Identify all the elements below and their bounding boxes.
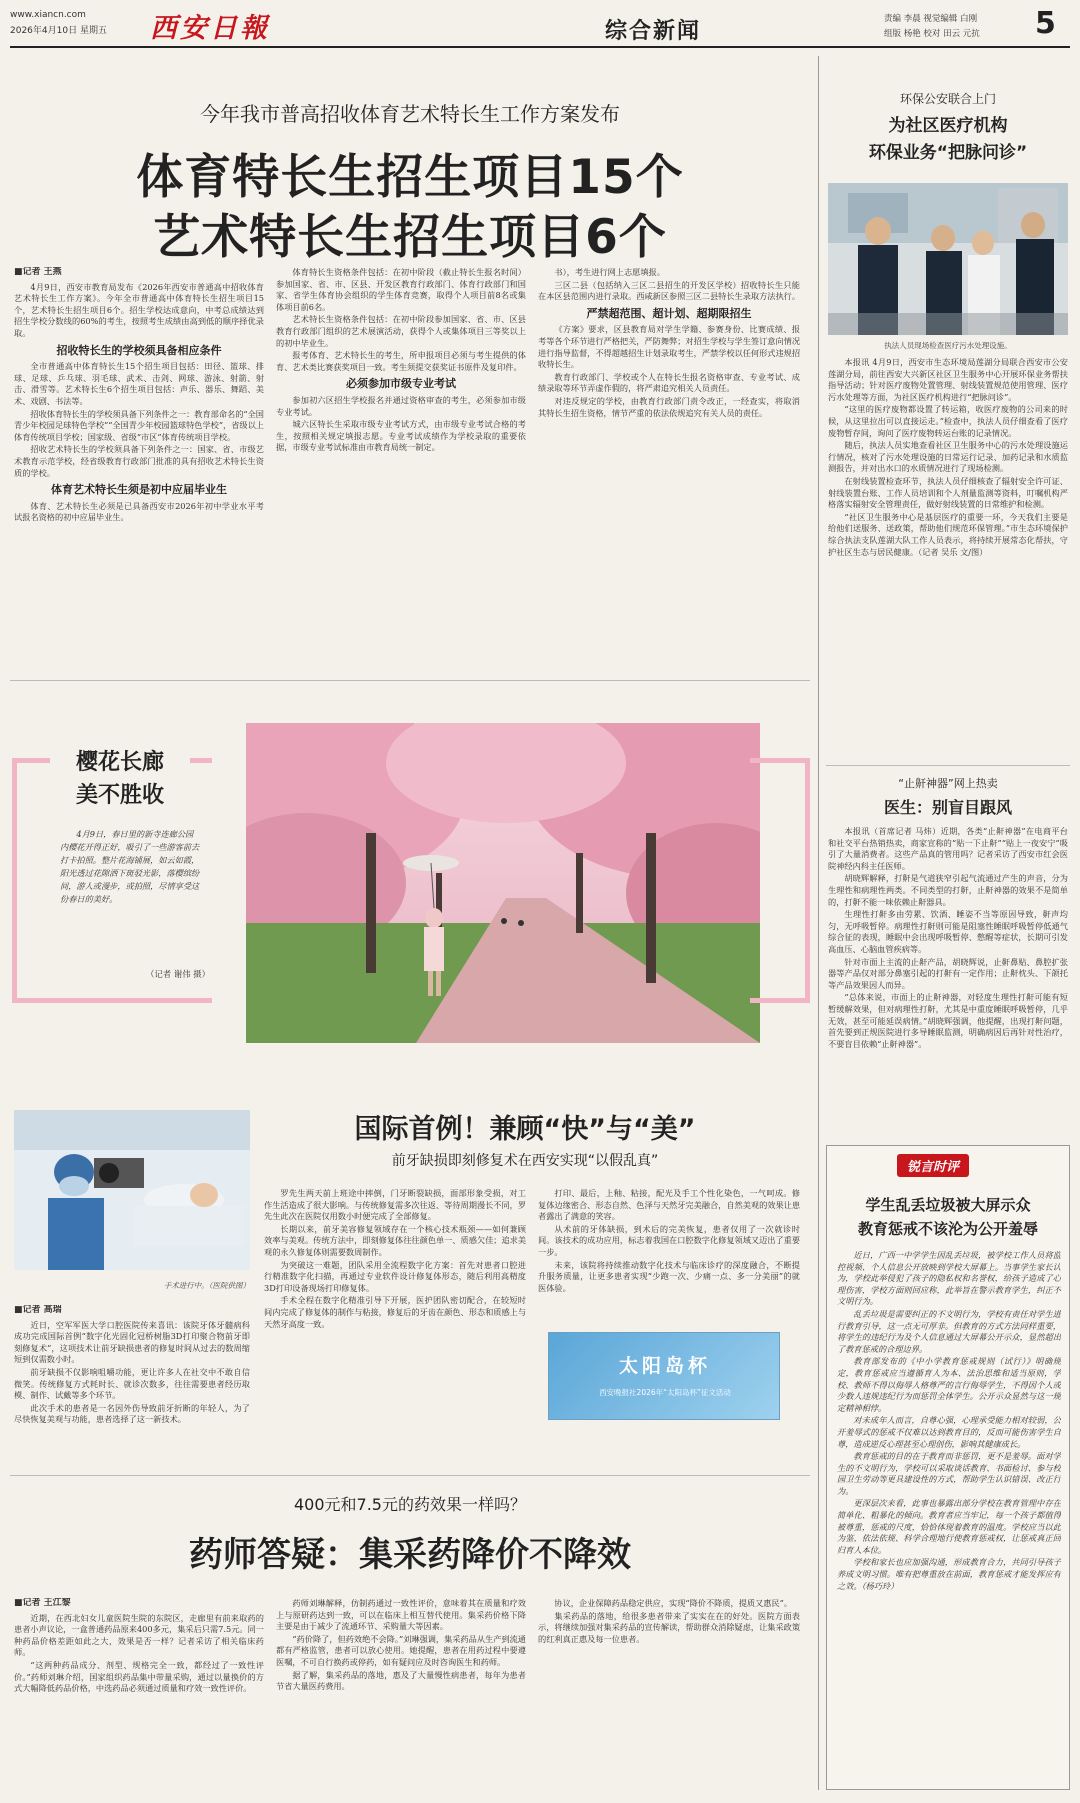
lead-subhead-2: 体育艺术特长生须是初中应届毕业生 [51, 483, 227, 497]
pharma-headline: 药师答疑：集采药降价不降效 [189, 1535, 631, 1575]
dental-paragraph: 罗先生两天前上班途中摔倒，门牙断裂缺损，面部形象受损，对工作生活造成了很大影响。与传统修复需多次往返、等待周期漫长不同，罗先生此次在医院仅用数小时便完成了全部修复。 [264, 1188, 526, 1222]
side-top-kicker: 环保公安联合上门 [899, 92, 996, 106]
side-mid-kicker: “止鼾神器”网上热卖 [898, 777, 998, 790]
lead-paragraph: 招收艺术特长生的学校须具备下列条件之一：国家、省、市级艺术教育示范学校，经省级教育行政部门批准的具有招收艺术特长生资质的学校。 [14, 444, 264, 478]
dental-byline: ■记者 高瑞 [14, 1305, 62, 1315]
commentary-headline-1: 学生乱丢垃圾被大屏示众 [865, 1196, 1031, 1214]
lead-subhead-4: 严禁超范围、超计划、超期限招生 [586, 306, 752, 320]
ad-subtitle: 西安晚报社2026年“太阳岛杯”征文活动 [599, 1388, 731, 1397]
lead-paragraph: 4月9日，西安市教育局发布《2026年西安市普通高中招收体育艺术特长生工作方案》。今年全市普通高中体育特长生招生项目15个，艺术特长生招生项目6个。招生学校达成意向，中考总成绩达到招生学校分数线的60%的考生，按照考生成绩由高到低的顺序择优录取。 [14, 281, 264, 338]
police-doctor-photo [828, 183, 1068, 335]
lead-kicker: 今年我市普高招收体育艺术特长生工作方案发布 [200, 102, 620, 126]
commentary-headline-2: 教育惩戒不该沦为公开羞辱 [857, 1220, 1038, 1238]
pharma-paragraph: “药价降了，但药效绝不会降。”刘琳强调，集采药品从生产到流通都有严格监管，患者可以放心使用。她提醒，患者在用药过程中要遵医嘱，不可自行换药或停药，如有疑问应及时咨询医生和药师。 [276, 1633, 526, 1667]
side-top-headline-1: 为社区医疗机构 [888, 116, 1008, 136]
side-top-headline-2: 环保业务“把脉问诊” [868, 143, 1028, 163]
dental-paragraph: 未来，该院将持续推动数字化技术与临床诊疗的深度融合，不断提升服务质量，让更多患者实现“少跑一次、少痛一点、多一分美丽”的就医体验。 [538, 1259, 800, 1293]
dental-rule [10, 1475, 810, 1476]
lead-rule [10, 680, 810, 681]
pharma-paragraph: 近期，在西北妇女儿童医院生院的东院区，走廊里有前来取药的患者小声议论，一盒普通药品原来400多元，集采后只需7.5元。同一种药品价格差距如此之大，效果是否一样？记者采访了相关临床药师。 [14, 1612, 264, 1658]
side-top-caption: 执法人员现场检查医疗污水处理设施。 [884, 341, 1012, 350]
dental-paragraph: 长期以来，前牙美容修复领域存在一个核心技术瓶颈——如何兼顾效率与美观。传统方法中，即刻修复体往往颜色单一、质感欠佳；追求美观的永久修复体则需要数周制作。 [264, 1223, 526, 1257]
commentary-paragraph: 对未成年人而言，自尊心强，心理承受能力相对较弱，公开羞辱式的惩戒不仅难以达到教育目的，反而可能伤害学生自尊，造成逆反心理甚至心理创伤，影响其健康成长。 [837, 1415, 1061, 1449]
side-rule-1 [826, 765, 1070, 766]
pharma-column-1 [14, 1598, 264, 1793]
commentary-paragraph: 乱丢垃圾是需要纠正的不文明行为，学校有责任对学生进行教育引导，这一点无可厚非。但教育的方式方法同样重要，将学生的违纪行为及个人信息通过大屏幕公开示众，显然超出了教育惩戒的合理边界。 [837, 1308, 1061, 1354]
lead-byline: ■记者 王燕 [14, 267, 62, 277]
lead-paragraph: 三区二县（包括纳入三区二县招生的开发区学校）招收特长生只能在本区县范围内进行录取。西咸新区参照三区二县特长生录取方法执行。 [538, 279, 800, 302]
lead-paragraph: 书），考生进行网上志愿填报。 [554, 267, 665, 277]
pharma-paragraph: 药师刘琳解释，仿制药通过一致性评价，意味着其在质量和疗效上与原研药达到一致，可以在临床上相互替代使用。集采药价格下降主要是由于减少了流通环节、采购量大等因素。 [276, 1598, 526, 1632]
lead-paragraph: 《方案》要求，区县教育局对学生学籍、参赛身份、比赛成绩、报考等各个环节进行严格把关，严防舞弊；对招生学校与学生签订意向情况进行指导监督，不得超越招生计划录取考生，严禁学校以任何形式违规招收特长生。 [538, 324, 800, 370]
lead-column-1 [14, 267, 264, 667]
cherry-title-1: 樱花长廊 [50, 745, 190, 776]
newspaper-logo: 西安日報 [150, 13, 270, 44]
lead-paragraph: 招收体育特长生的学校须具备下列条件之一：教育部命名的“全国青少年校园足球特色学校”“全国青少年校园篮球特色学校”，省级以上体育传统项目学校；国家级、省级“市区”体育传统项目学校。 [14, 408, 264, 442]
column-divider [818, 56, 819, 1790]
side-top-body [828, 357, 1068, 722]
lead-paragraph: 城六区特长生采取市级专业考试方式，由市级专业考试合格的考生，按照相关规定填报志愿。专业考试成绩作为学校录取的重要依据，市级专业考试标准由市教育局统一制定。 [276, 419, 526, 453]
side-top-paragraph: 本报讯 4月9日，西安市生态环境局莲湖分局联合西安市公安莲湖分局，前往西安大兴新区社区卫生服务中心开展环保业务帮扶指导活动；针对医疗废物处置管理、射线装置规范使用管理、医疗污水处理等方面，为社区医疗机构进行“把脉问诊”。 [828, 357, 1068, 402]
dental-caption: 手术进行中。（医院供图） [163, 1281, 250, 1290]
commentary-paragraph: 学校和家长也应加强沟通，形成教育合力，共同引导孩子养成文明习惯。唯有把尊重放在前面，教育惩戒才能发挥应有之效。（杨巧玲） [837, 1557, 1061, 1591]
dental-paragraph: 从术前的牙体缺损，到术后的完美恢复，患者仅用了一次就诊时间。该技术的成功应用，标志着我国在口腔数字化修复领域又迈出了重要一步。 [538, 1223, 800, 1257]
editors-line-2: 组版 杨艳 校对 田云 元抗 [884, 29, 980, 39]
side-top-paragraph: 随后，执法人员实地查看社区卫生服务中心的污水处理设施运行情况，核对了污水处理设施的日常运行记录、加药记录和水质监测报告，并对出水口的水质情况进行了现场检测。 [828, 440, 1068, 474]
lead-subhead-3: 必须参加市级专业考试 [346, 377, 456, 391]
lead-paragraph: 体育特长生资格条件包括：在初中阶段（截止特长生报名时间）参加国家、省、市、区县、开发区教育行政部门、体育行政部门和国家、省学生体育协会组织的学生体育竞赛，取得个人项目前8名或集体项目前6名。 [276, 267, 526, 312]
lead-paragraph: 全市普通高中体育特长生15个招生项目包括：田径、篮球、排球、足球、乒乓球、羽毛球、武术、击剑、网球、游泳、射箭、射击、滑雪等。艺术特长生6个招生项目包括：声乐、器乐、舞蹈、美术、戏剧、书法等。 [14, 361, 264, 406]
commentary-paragraph: 近日，广西一中学学生因乱丢垃圾，被学校工作人员将监控视频、个人信息公开放映到学校大屏幕上。当事学生家长认为，学校此举侵犯了孩子的隐私权和名誉权，给孩子造成了心理伤害，学校方面则回应称，此举旨在警示教育学生，纠正不文明行为。 [837, 1250, 1061, 1307]
lead-paragraph: 报考体育、艺术特长生的考生，所申报项目必须与考生提供的体育、艺术类比赛获奖项目一致。考生须提交获奖证书原件及复印件。 [276, 350, 526, 372]
lead-headline-1: 体育特长生招生项目15个 [136, 150, 684, 205]
side-top-story [828, 90, 1068, 730]
commentary-box [826, 1145, 1070, 1790]
lead-headline-2: 艺术特长生招生项目6个 [153, 210, 667, 265]
lead-paragraph: 对违反规定的学校，由教育行政部门责令改正，一经查实，将取消其特长生招生资格，情节严重的依法依规追究有关人员的责任。 [538, 395, 800, 418]
cherry-frame-right [750, 758, 810, 1003]
page-number: 5 [1035, 6, 1056, 41]
cherry-title-2: 美不胜收 [75, 783, 164, 808]
lead-paragraph: 艺术特长生资格条件包括：在初中阶段参加国家、省、市、区县教育行政部门组织的艺术展演活动，获得个人或集体项目三等奖以上的初中毕业生。 [276, 314, 526, 348]
dental-paragraph: 近日，空军军医大学口腔医院传来喜讯：该院牙体牙髓病科成功完成国际首例“数字化光固化冠桥树脂3D打印聚合物前牙即刻修复术”，这项技术让前牙缺损患者的修复时间从过去的数周缩短到仅需数小时。 [14, 1319, 250, 1365]
cherry-text: 4月9日，春日里的新寺连廊公园内樱花开得正好，吸引了一些游客前去打卡拍照。整片花海铺展，如云如霞，阳光透过花隙洒下斑驳光影，落樱缤纷间，游人或漫步，或拍照，尽情享受这份春日的美好。 [60, 829, 200, 904]
pharma-paragraph: 据了解，集采药品的落地，惠及了大量慢性病患者，每年为患者节省大量医药费用。 [276, 1669, 526, 1692]
cherry-credit: （记者 谢伟 摄） [146, 969, 210, 979]
dental-headline: 国际首例！兼顾“快”与“美” [354, 1114, 696, 1145]
dental-surgery-photo [14, 1110, 250, 1270]
side-top-paragraph: “这里的医疗废物都设置了转运箱，收医疗废物的公司来的时候，从这里拉出可以直接运走。”检查中，执法人员仔细查看了医疗废物暂存间，询问了医疗废物转运台账的记录情况。 [828, 404, 1068, 438]
pharma-kicker: 400元和7.5元的药效果一样吗？ [294, 1495, 526, 1514]
dental-paragraph: 前牙缺损不仅影响咀嚼功能，更让许多人在社交中不敢自信微笑。传统修复方式耗时长、就诊次数多，往往需要患者经历取模、制作、试戴等多个环节。 [14, 1366, 250, 1401]
commentary-paragraph: 更深层次来看，此事也暴露出部分学校在教育管理中存在简单化、粗暴化的倾向。教育者应当牢记，每一个孩子都值得被尊重，惩戒的尺度，恰恰体现着教育的温度。学校应当以此为鉴，依法依规、科学合理地行使教育惩戒权，让惩戒真正回归育人本位。 [837, 1498, 1061, 1555]
commentary-body [837, 1250, 1061, 1780]
commentary-paragraph: 教育部发布的《中小学教育惩戒规则（试行）》明确规定，教育惩戒应当遵循育人为本、法治思维和适当原则，学校、教师不得以侮辱人格尊严的言行侮辱学生，不得因个人或少数人违规违纪行为而惩罚全体学生。公开示众显然与这一规定精神相悖。 [837, 1356, 1061, 1413]
side-mid-paragraph: 本报讯（首席记者 马炜）近期，各类“止鼾神器”在电商平台和社交平台热销热卖，商家宣称的“贴一下止鼾”“贴上一夜安宁”吸引了大量消费者。这些产品真的管用吗？记者采访了西安市红会医院神经内科主任医师。 [828, 826, 1068, 871]
pharma-byline: ■记者 王江黎 [14, 1598, 71, 1608]
lead-paragraph: 参加初六区招生学校报名并通过资格审查的考生，必须参加市级专业考试。 [276, 394, 526, 417]
side-mid-paragraph: 胡晓辉解释，打鼾是气道狭窄引起气流通过产生的声音，分为生理性和病理性两类。不同类型的打鼾，止鼾神器的效果不是简单的，打鼾不能一味依赖止鼾器具。 [828, 873, 1068, 907]
side-mid-paragraph: 针对市面上主流的止鼾产品，胡晓辉说，止鼾鼻贴、鼻腔扩张器等产品仅对部分鼻塞引起的打鼾有一定作用；止鼾枕头、下颌托等产品效果因人而异。 [828, 956, 1068, 990]
dental-paragraph: 打印、最后，上釉、粘接，配光及手工个性化染色，一气呵成。修复体边缘密合、形态自然、色泽与天然牙完美融合，自然美观的效果让患者露出了满意的笑容。 [538, 1188, 800, 1222]
masthead-rule [10, 46, 1070, 48]
lead-column-3 [538, 267, 800, 667]
side-mid-paragraph: “总体来说，市面上的止鼾神器，对轻度生理性打鼾可能有短暂缓解效果，但对病理性打鼾，尤其是中重度睡眠呼吸暂停，几乎无效，甚至可能延误病情。”胡晓辉强调，他提醒，出现打鼾问题，首先要到正规医院进行多导睡眠监测，明确病因后再针对性治疗，不要盲目依赖“止鼾神器”。 [828, 992, 1068, 1049]
editors-line-1: 责编 李晨 视觉编辑 白刚 [884, 14, 978, 24]
pharma-column-3 [538, 1598, 800, 1793]
dental-subhead: 前牙缺损即刻修复术在西安实现“以假乱真” [391, 1153, 659, 1169]
dental-right-column [538, 1188, 800, 1318]
commentary-label: 锐言时评 [897, 1154, 969, 1177]
sun-island-ad[interactable] [548, 1332, 780, 1420]
pharma-paragraph: 协议，企业保障药品稳定供应，实现“降价不降质，提质又惠民”。 [554, 1598, 793, 1608]
dental-paragraph: 为突破这一难题，团队采用全流程数字化方案：首先对患者口腔进行精准数字化扫描，再通过专业软件设计修复体形态，随后利用高精度3D打印设备现场打印修复体。 [264, 1259, 526, 1293]
lead-paragraph: 教育行政部门、学校或个人在特长生报名资格审查、专业考试、成绩录取等环节弄虚作假的，将严肃追究相关人员责任。 [538, 371, 800, 394]
cherry-blossom-photo [246, 723, 760, 1043]
section-title: 综合新闻 [605, 19, 702, 44]
masthead [10, 8, 1070, 48]
dental-paragraph: 手术全程在数字化精准引导下开展，医护团队密切配合，在较短时间内完成了修复体的制作与粘接，修复后的牙齿在颜色、形态和质感上与天然牙高度一致。 [264, 1295, 526, 1329]
side-mid-story [828, 775, 1068, 1130]
side-top-paragraph: “社区卫生服务中心是基层医疗的重要一环，今天我们主要是给他们送服务、送政策，帮助他们规范环保管理。”市生态环境保护综合执法支队莲湖大队工作人员表示，将持续开展常态化帮扶，守护社区生态与居民健康。（记者 吴乐 文/图） [828, 511, 1068, 557]
side-mid-headline: 医生：别盲目跟风 [883, 798, 1012, 817]
dental-mid-column [264, 1188, 526, 1458]
dental-left-column [14, 1305, 250, 1465]
site-url[interactable]: www.xiancn.com [10, 10, 86, 20]
issue-date: 2026年4月10日 星期五 [10, 26, 107, 36]
commentary-paragraph: 教育惩戒的目的在于教育而非惩罚，更不是羞辱。面对学生的不文明行为，学校可以采取谈话教育、书面检讨、参与校园卫生劳动等更具建设性的方式，帮助学生认识错误、改正行为。 [837, 1451, 1061, 1496]
side-mid-body [828, 826, 1068, 1126]
lead-subhead-1: 招收特长生的学校须具备相应条件 [56, 343, 222, 357]
dental-paragraph: 此次手术的患者是一名因外伤导致前牙折断的年轻人，为了尽快恢复美观与功能，患者选择了这一新技术。 [14, 1402, 250, 1425]
pharma-paragraph: 集采药品的落地，给很多患者带来了实实在在的好处。医院方面表示，将继续加强对集采药品的宣传解读，帮助群众消除疑虑，让集采政策的红利真正惠及每一位患者。 [538, 1610, 800, 1644]
side-mid-paragraph: 生理性打鼾多由劳累、饮酒、睡姿不当等原因导致，鼾声均匀，无呼吸暂停。病理性打鼾则可能是阻塞性睡眠呼吸暂停低通气综合征的表现，睡眠中会出现呼吸暂停、憋醒等症状，长期可引发高血压、心脑血管疾病等。 [828, 909, 1068, 954]
lead-column-2 [276, 267, 526, 667]
pharma-paragraph: “这两种药品成分、剂型、规格完全一致，都经过了一致性评价。”药师刘琳介绍，国家组织药品集中带量采购，通过以量换价的方式大幅降低药品价格，中选药品必须通过质量和疗效一致性评价。 [14, 1659, 264, 1694]
lead-paragraph: 体育、艺术特长生必须是已具备西安市2026年初中学业水平考试报名资格的初中应届毕业生。 [14, 500, 264, 523]
side-top-paragraph: 在射线装置检查环节，执法人员仔细核查了辐射安全许可证、射线装置台账、工作人员培训和个人剂量监测等资料，叮嘱机构严格落实辐射安全管理责任，做好射线装置的日常维护和检测。 [828, 475, 1068, 510]
ad-title: 太阳岛杯 [618, 1355, 711, 1377]
pharma-column-2 [276, 1598, 526, 1793]
